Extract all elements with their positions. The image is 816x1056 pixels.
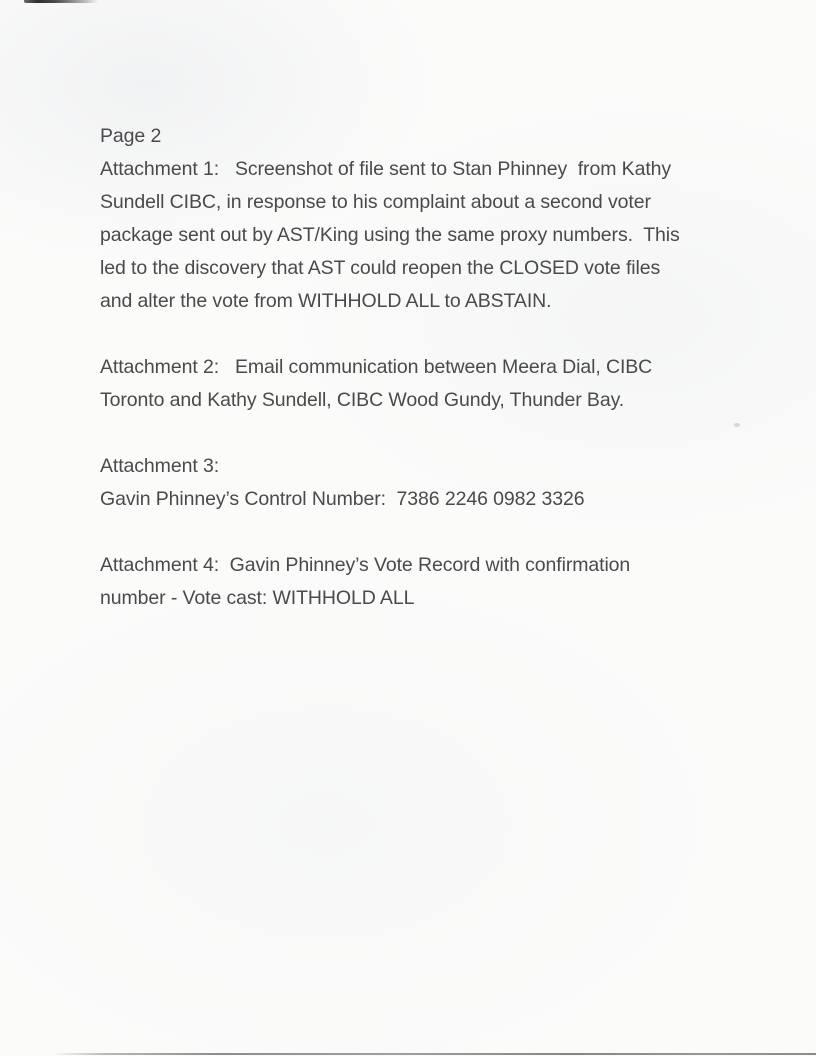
document-body <box>100 120 680 615</box>
attachment-2-line: Attachment 2: Email communication between Meera Dial, CIBC <box>100 356 653 378</box>
attachment-1-line: Sundell CIBC, in response to his complaint about a second voter <box>100 191 651 213</box>
attachment-4-line: number - Vote cast: WITHHOLD ALL <box>100 587 415 609</box>
page-number-line: Page 2 <box>100 125 162 147</box>
paragraph-page-label-and-attachment-1 <box>100 120 680 318</box>
paragraph-attachment-4 <box>100 549 680 615</box>
attachment-1-line: Attachment 1: Screenshot of file sent to Stan Phinney from Kathy <box>100 158 672 180</box>
attachment-1-line: and alter the vote from WITHHOLD ALL to ABSTAIN. <box>100 290 552 312</box>
attachment-1-line: led to the discovery that AST could reopen the CLOSED vote files <box>100 257 661 279</box>
scanner-edge-artifact-top <box>24 0 98 3</box>
attachment-2-line: Toronto and Kathy Sundell, CIBC Wood Gundy, Thunder Bay. <box>100 389 625 411</box>
paragraph-attachment-3 <box>100 450 680 516</box>
attachment-3-line: Gavin Phinney’s Control Number: 7386 2246 0982 3326 <box>100 488 585 510</box>
attachment-4-line: Attachment 4: Gavin Phinney’s Vote Record with confirmation <box>100 554 631 576</box>
paragraph-attachment-2 <box>100 351 680 417</box>
attachment-1-line: package sent out by AST/King using the same proxy numbers. This <box>100 224 680 246</box>
scanner-edge-artifact-bottom <box>52 1053 816 1055</box>
scan-speck <box>734 423 740 427</box>
attachment-3-line: Attachment 3: <box>100 455 220 477</box>
